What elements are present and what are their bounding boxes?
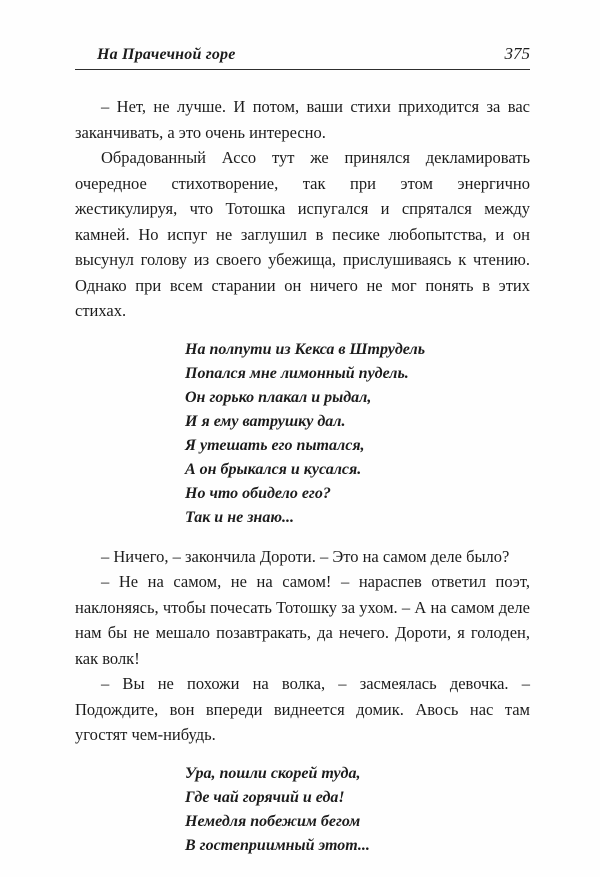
poem-line: А он брыкался и кусался. [185,460,362,478]
poem-line: На полпути из Кекса в Штрудель [185,340,425,358]
poem-block [185,338,530,530]
header-rule [75,69,530,70]
running-title: На Прачечной горе [97,46,236,63]
paragraph: Обрадованный Ассо тут же принялся декламировать очередное стихотворение, так при этом энергично жестикулируя, что Тотошка испугался и спрятался между камней. Но испуг не заглушил в песике любопытства, и он высунул голову из своего убежища, прислушиваясь к чтению. Однако при всем старании он ничего не мог понять в этих стихах. [75,148,530,320]
poem-line: И я ему ватрушку дал. [185,412,346,430]
poem-line: Так и не знаю... [185,508,294,526]
poem-line: Попался мне лимонный пудель. [185,364,409,382]
running-head [75,44,530,64]
poem-line: Ура, пошли скорей туда, [185,764,361,782]
text-column [75,94,530,858]
poem-line: Немедля побежим бегом [185,812,361,830]
poem-line: В гостеприимный этот... [185,836,370,854]
poem-line: Я утешать его пытался, [185,436,365,454]
paragraph: – Вы не похожи на волка, – засмеялась девочка. – Подождите, вон впереди виднеется домик. Авось нас там угостят чем-нибудь. [75,674,530,744]
paragraph: – Нет, не лучше. И потом, ваши стихи приходится за вас заканчивать, а это очень интересно. [75,97,530,142]
page-number: 375 [504,44,530,63]
poem-line: Где чай горячий и еда! [185,788,345,806]
poem-block [185,762,530,858]
paragraph: – Не на самом, не на самом! – нараспев ответил поэт, наклоняясь, чтобы почесать Тотошку за ухом. – А на самом деле нам бы не мешало позавтракать, да нечего. Дороти, я голоден, как волк! [75,572,530,668]
paragraph: – Ничего, – закончила Дороти. – Это на самом деле было? [101,546,510,566]
poem-line: Он горько плакал и рыдал, [185,388,372,406]
poem-line: Но что обидело его? [185,484,331,502]
